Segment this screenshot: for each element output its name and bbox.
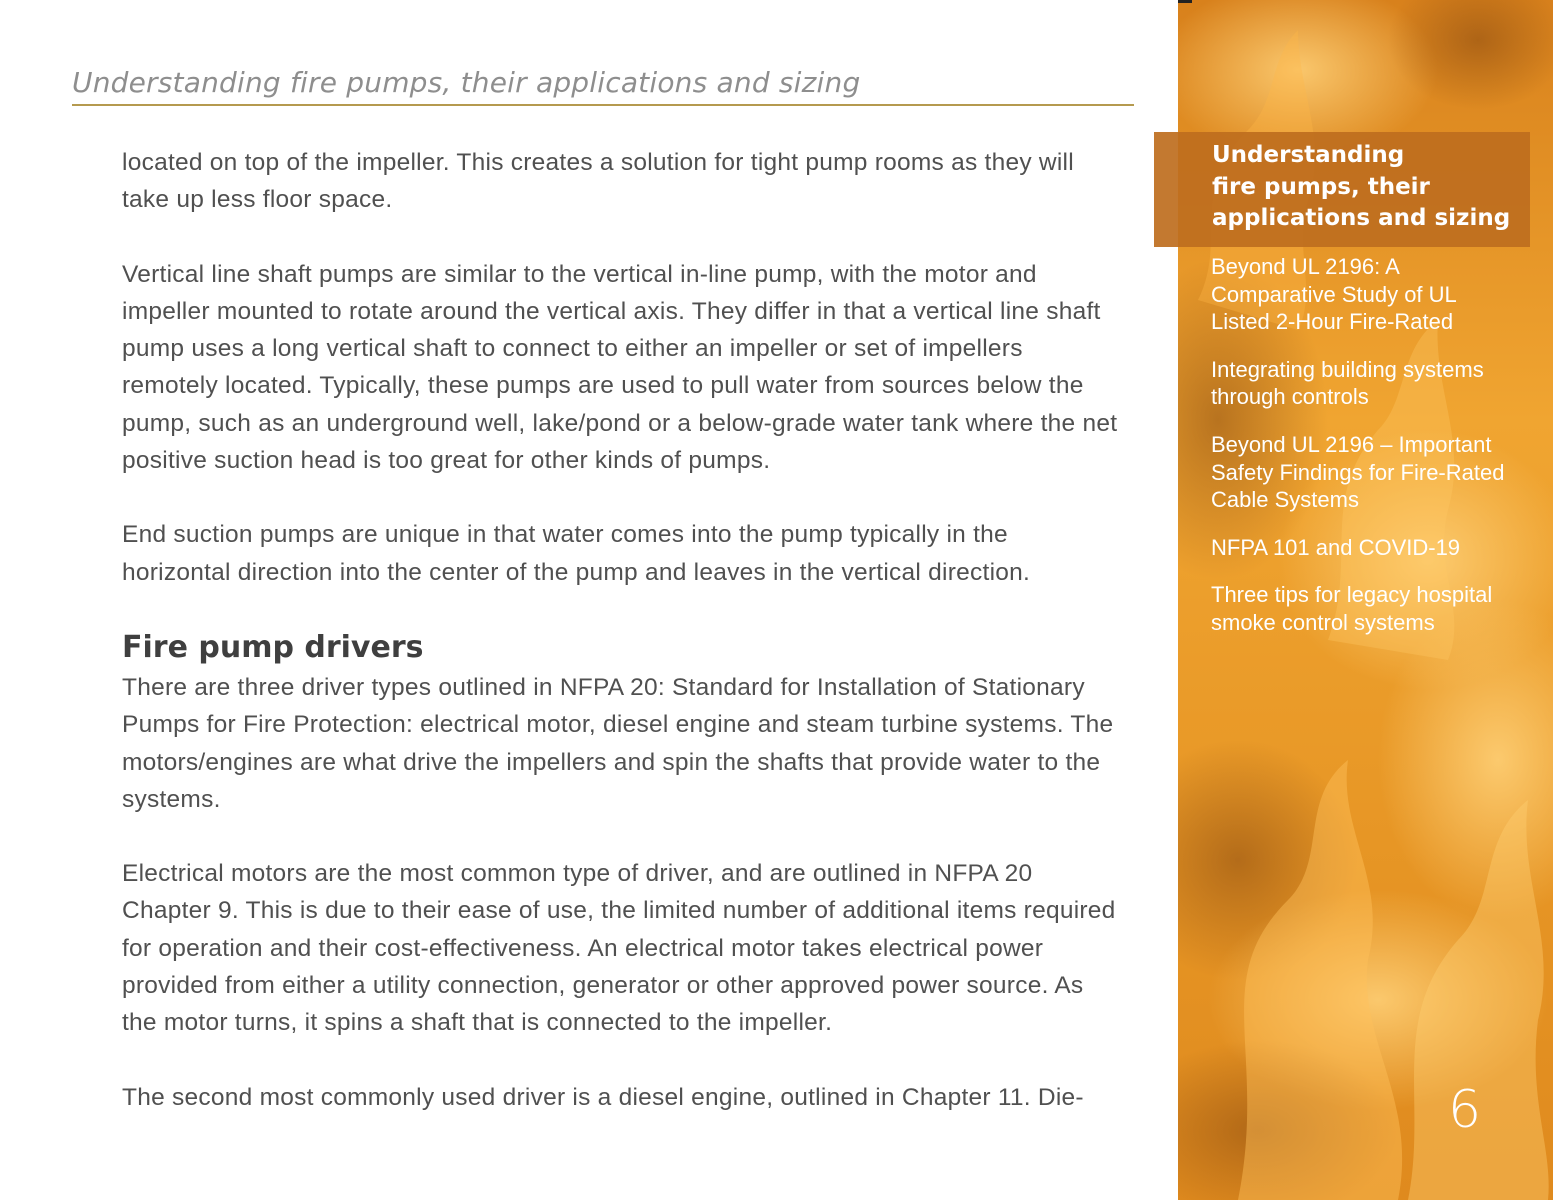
toc-item-three-tips[interactable]: Three tips for legacy hospital smoke control systems <box>1211 582 1493 635</box>
body-paragraph: The second most commonly used driver is a diesel engine, outlined in Chapter 11. Die- <box>122 1083 1084 1111</box>
running-header-title: Understanding fire pumps, their applications and sizing <box>72 66 861 99</box>
toc-item-active[interactable] <box>1154 132 1530 247</box>
running-header <box>72 62 1134 106</box>
toc-item-beyond-ul-2196-safety[interactable]: Beyond UL 2196 – Important Safety Findings for Fire-Rated Cable Systems <box>1211 431 1505 513</box>
body-paragraph: End suction pumps are unique in that water comes into the pump typically in the horizontal direction into the center of the pump and leaves in the vertical direction. <box>122 521 1031 586</box>
toc-item-beyond-ul-2196-comparative[interactable]: Beyond UL 2196: A Comparative Study of UL Listed 2-Hour Fire-Rated <box>1211 254 1457 335</box>
body-paragraph: Vertical line shaft pumps are similar to the vertical in-line pump, with the motor and impeller mounted to rotate around the vertical axis. They differ in that a vertical line shaft pump uses a long vertical shaft to connect to either an impeller or set of impellers remotely located. Typically, these pumps are used to pull water from sources below the pump, such as an underground well, lake/pond or a below-grade water tank where the net positive suction head is too great for other kinds of pumps. <box>122 260 1118 475</box>
toc-list <box>1211 253 1521 637</box>
toc-item-nfpa-101-covid[interactable]: NFPA 101 and COVID-19 <box>1211 534 1461 560</box>
body-paragraph: There are three driver types outlined in NFPA 20: Standard for Installation of Stationary Pumps for Fire Protection: electrical motor, diesel engine and steam turbine systems. The motors/engines are what drive the impellers and spin the shafts that provide water to the systems. <box>122 673 1114 813</box>
page-number: 6 <box>1448 1080 1482 1140</box>
corner-mark <box>1178 0 1192 3</box>
body-paragraph: located on top of the impeller. This creates a solution for tight pump rooms as they will take up less floor space. <box>122 149 1074 214</box>
toc-item-active-label: Understanding fire pumps, their applications and sizing <box>1212 142 1511 231</box>
body-paragraph: Electrical motors are the most common type of driver, and are outlined in NFPA 20 Chapter 9. This is due to their ease of use, the limited number of additional items required for operation and their cost-effectiveness. An electrical motor takes electrical power provided from either a utility connection, generator or other approved power source. As the motor turns, it spins a shaft that is connected to the impeller. <box>122 860 1116 1037</box>
toc-item-integrating-building-systems[interactable]: Integrating building systems through controls <box>1211 356 1484 410</box>
section-heading: Fire pump drivers <box>122 629 424 665</box>
article-body <box>122 144 1122 1116</box>
